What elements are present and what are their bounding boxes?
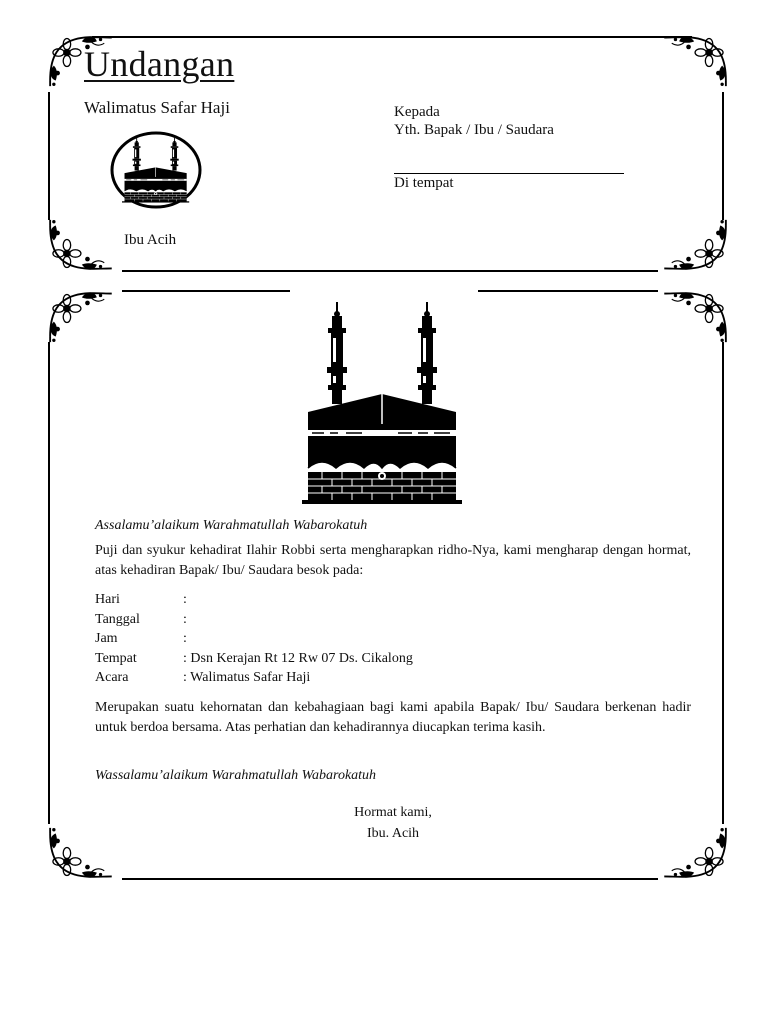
detail-row-event — [95, 668, 310, 688]
detail-label: Acara — [95, 670, 129, 685]
detail-row-date — [95, 610, 187, 630]
left-border — [48, 342, 50, 824]
detail-value: : — [183, 612, 187, 627]
detail-row-time — [95, 629, 187, 649]
detail-value: : — [183, 592, 187, 607]
right-border — [722, 342, 724, 824]
detail-label: Jam — [95, 631, 118, 646]
intro-paragraph: Puji dan syukur kehadirat Ilahir Robbi serta mengharapkan ridho-Nya, kami mengharap dengan hormat, atas kehadiran Bapak/ Ibu/ Saudara besok pada: — [95, 543, 691, 578]
detail-value: : Walimatus Safar Haji — [183, 670, 311, 685]
detail-value: : — [183, 631, 187, 646]
signature-line-1: Hormat kami, — [354, 805, 432, 820]
bottom-border — [122, 270, 658, 272]
floral-corner-icon — [660, 826, 732, 882]
detail-label: Tanggal — [95, 612, 140, 627]
detail-row-day — [95, 590, 187, 610]
host-name: Ibu Acih — [124, 232, 177, 248]
top-border — [92, 36, 692, 38]
bottom-border — [122, 878, 658, 880]
right-border — [722, 92, 724, 220]
floral-corner-icon — [44, 218, 116, 274]
kaaba-icon — [110, 130, 202, 210]
top-border-left — [122, 290, 290, 292]
kaaba-illustration — [302, 294, 462, 508]
recipient-line-3: Di tempat — [394, 175, 454, 191]
top-border-right — [478, 290, 658, 292]
closing-paragraph: Merupakan suatu kehornatan dan kebahagiaan bagi kami apabila Bapak/ Ibu/ Saudara berkenan hadir untuk berdoa bersama. Atas perhatian dan kehadirannya diucapkan terima kasih. — [95, 700, 691, 735]
detail-value: : Dsn Kerajan Rt 12 Rw 07 Ds. Cikalong — [183, 651, 413, 666]
floral-corner-icon — [660, 32, 732, 88]
floral-corner-icon — [44, 826, 116, 882]
floral-corner-icon — [44, 288, 116, 344]
greeting: Assalamu’alaikum Warahmatullah Wabarokatuh — [95, 518, 368, 533]
floral-corner-icon — [660, 288, 732, 344]
event-subtitle: Walimatus Safar Haji — [84, 98, 230, 117]
detail-label: Hari — [95, 592, 120, 607]
farewell: Wassalamu’alaikum Warahmatullah Wabarokatuh — [95, 768, 377, 783]
recipient-blank-line — [394, 173, 624, 174]
left-border — [48, 92, 50, 220]
signature-name: Ibu. Acih — [366, 826, 420, 841]
page-title: Undangan — [84, 44, 235, 84]
recipient-line-1: Kepada — [394, 104, 440, 120]
recipient-line-2: Yth. Bapak / Ibu / Saudara — [394, 122, 554, 138]
detail-row-place — [95, 649, 413, 669]
detail-label: Tempat — [95, 651, 137, 666]
floral-corner-icon — [660, 218, 732, 274]
